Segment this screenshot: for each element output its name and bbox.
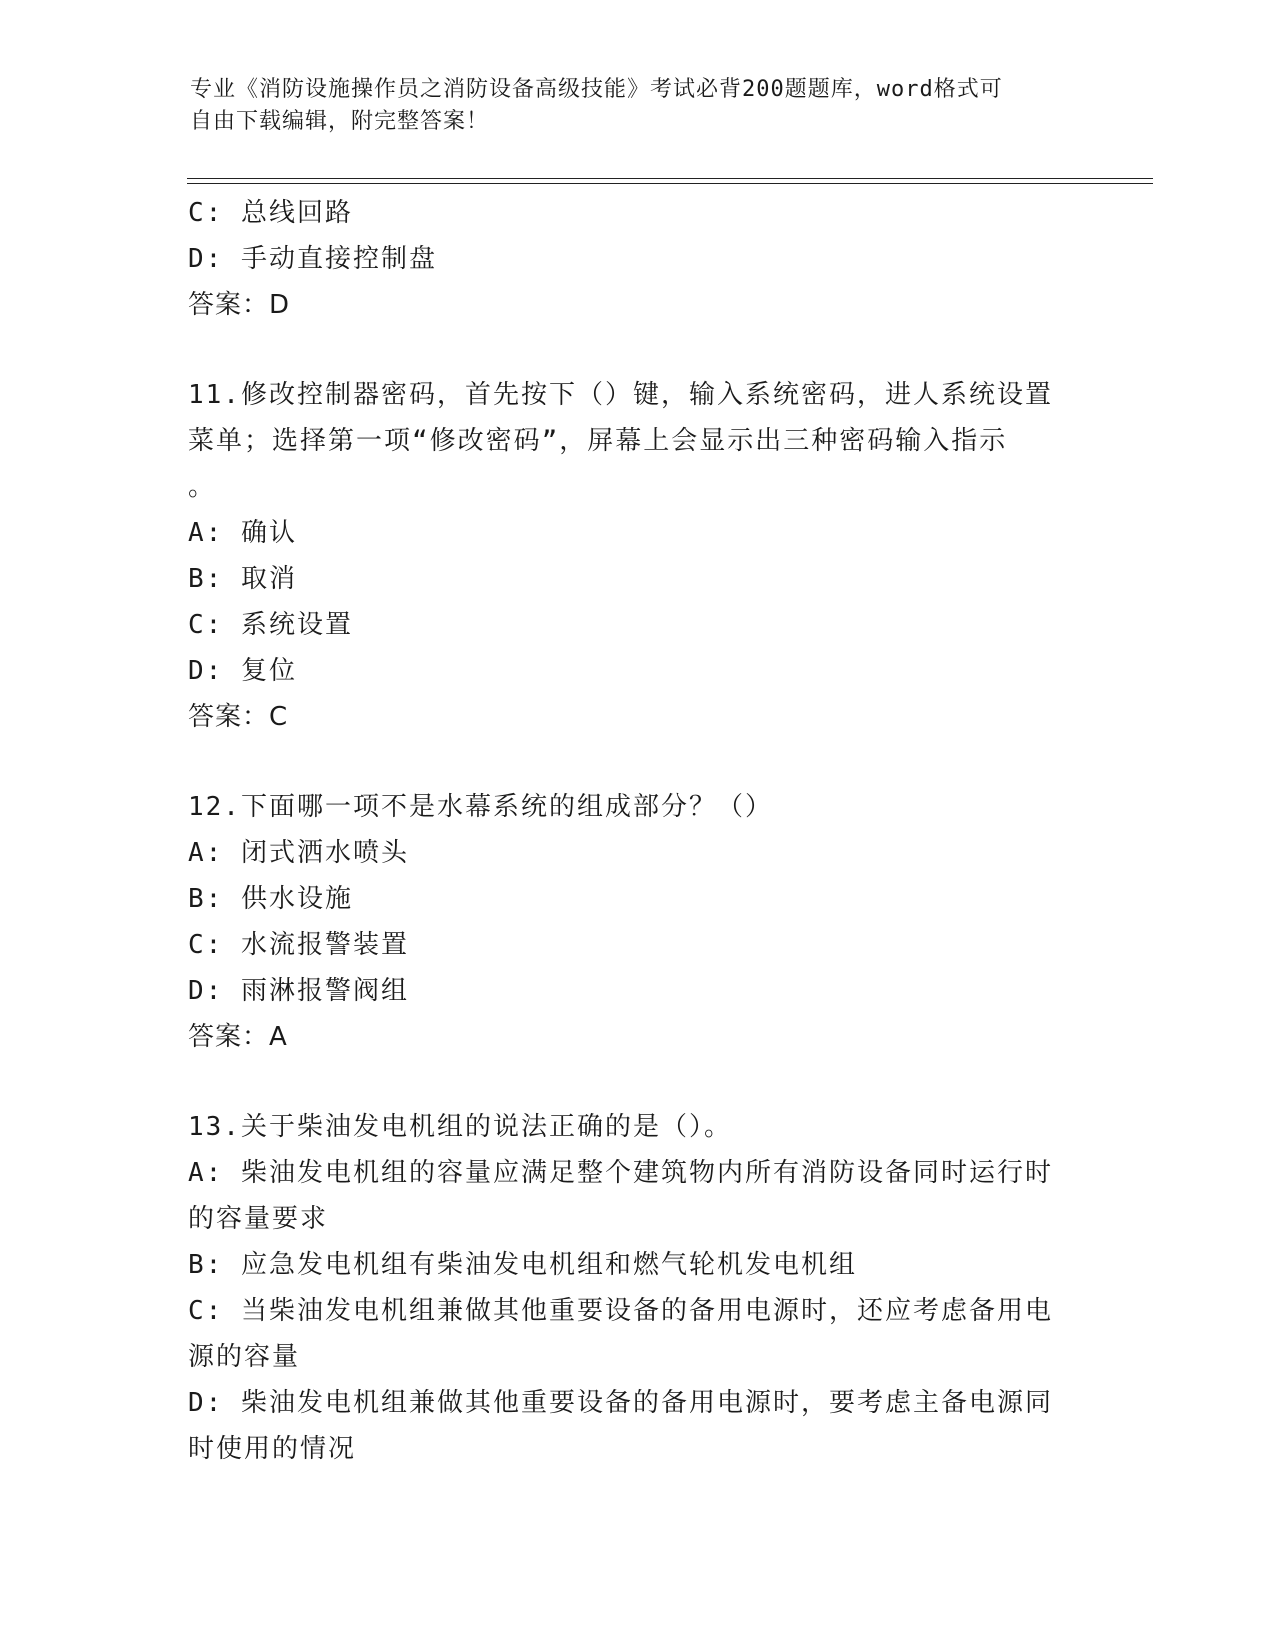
option-b: B: 应急发电机组有柴油发电机组和燃气轮机发电机组	[188, 1250, 857, 1280]
question-stem: 13.关于柴油发电机组的说法正确的是（）。	[188, 1112, 732, 1142]
document-header	[190, 74, 1090, 138]
document-body	[188, 190, 1088, 1472]
spacer	[188, 740, 1088, 784]
option-b: B: 供水设施	[188, 884, 353, 914]
answer-line: 答案：D	[188, 290, 291, 320]
question-previous	[188, 190, 1088, 328]
option-d: D: 雨淋报警阀组	[188, 976, 409, 1006]
answer-line: 答案：C	[188, 702, 289, 732]
header-divider	[187, 183, 1153, 184]
question-stem: 12.下面哪一项不是水幕系统的组成部分？（）	[188, 792, 773, 822]
header-title-line: 专业《消防设施操作员之消防设备高级技能》考试必背200题题库，word格式可	[190, 77, 1003, 102]
question-13	[188, 1104, 1088, 1472]
option-d-continued: 时使用的情况	[188, 1434, 357, 1464]
option-c: C: 水流报警装置	[188, 930, 409, 960]
header-divider	[187, 178, 1153, 179]
spacer	[188, 328, 1088, 372]
option-c: C: 当柴油发电机组兼做其他重要设备的备用电源时，还应考虑备用电	[188, 1296, 1053, 1326]
option-a-continued: 的容量要求	[188, 1204, 329, 1234]
answer-line: 答案：A	[188, 1022, 288, 1052]
option-d: D: 复位	[188, 656, 297, 686]
option-a: A: 闭式洒水喷头	[188, 838, 409, 868]
option-c: C: 系统设置	[188, 610, 353, 640]
option-a: A: 确认	[188, 518, 297, 548]
option-a: A: 柴油发电机组的容量应满足整个建筑物内所有消防设备同时运行时	[188, 1158, 1053, 1188]
question-stem: 。	[188, 472, 217, 502]
option-d: D: 手动直接控制盘	[188, 244, 437, 274]
option-d: D: 柴油发电机组兼做其他重要设备的备用电源时，要考虑主备电源同	[188, 1388, 1053, 1418]
question-12	[188, 784, 1088, 1060]
question-stem: 菜单；选择第一项“修改密码”，屏幕上会显示出三种密码输入指示	[188, 426, 1008, 456]
spacer	[188, 1060, 1088, 1104]
header-title-line: 自由下载编辑，附完整答案！	[190, 109, 490, 134]
question-stem: 11.修改控制器密码，首先按下（）键，输入系统密码，进人系统设置	[188, 380, 1053, 410]
option-b: B: 取消	[188, 564, 297, 594]
question-11	[188, 372, 1088, 740]
option-c-continued: 源的容量	[188, 1342, 301, 1372]
option-c: C: 总线回路	[188, 198, 353, 228]
